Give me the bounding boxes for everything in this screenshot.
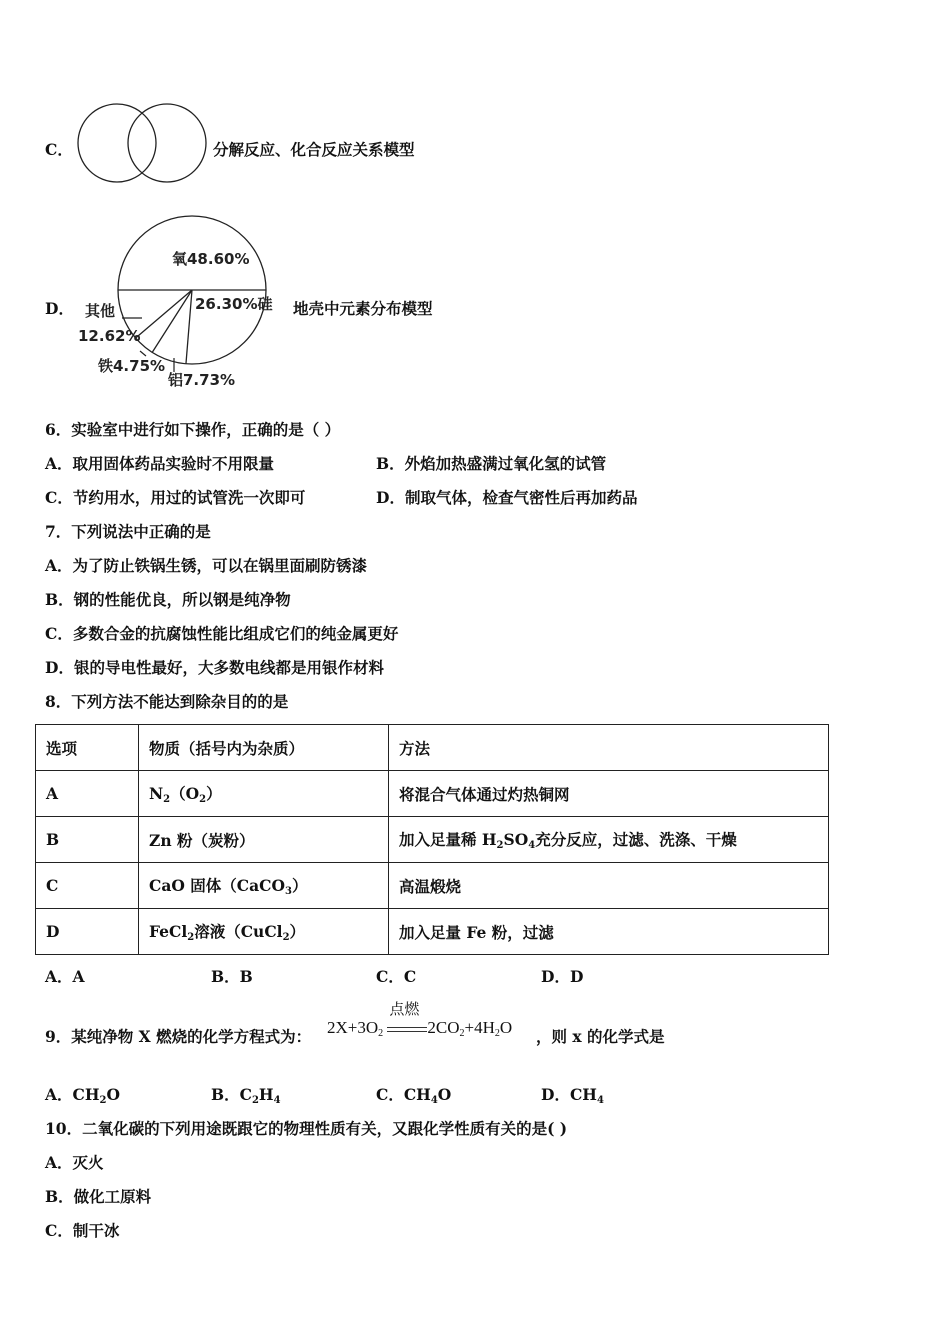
table-cell-option: B	[36, 817, 139, 863]
table-cell-method: 加入足量稀 H2SO4充分反应，过滤、洗涤、干燥	[389, 817, 829, 863]
table-cell-substance: CaO 固体（CaCO3）	[139, 863, 389, 909]
table-row	[36, 771, 829, 817]
option-c-label: C．	[45, 140, 73, 159]
q8-answer-b: B．B	[211, 967, 253, 986]
table-cell-method: 将混合气体通过灼热铜网	[389, 771, 829, 817]
q7-stem: 7．下列说法中正确的是	[45, 522, 211, 541]
pie-label-silicon: 26.30%硅	[195, 295, 273, 313]
q10-stem: 10．二氧化碳的下列用途既跟它的物理性质有关，又跟化学性质有关的是( )	[45, 1119, 568, 1138]
q9-equation: 2X+3O2 点燃 2CO2+4H2O	[327, 1000, 513, 1039]
pie-label-aluminum: 铝7.73%	[168, 371, 236, 389]
venn-diagram	[74, 102, 214, 186]
q7-option-d: D．银的导电性最好，大多数电线都是用银作材料	[45, 658, 384, 677]
q9-option-c: C．CH4O	[376, 1085, 452, 1106]
crust-element-pie-chart	[70, 208, 285, 393]
venn-right-circle	[128, 104, 206, 182]
q10-option-a: A．灭火	[45, 1153, 104, 1172]
q9-stem: 9．某纯净物 X 燃烧的化学方程式为：	[45, 1027, 312, 1046]
table-row	[36, 863, 829, 909]
table-cell-substance: FeCl2溶液（CuCl2）	[139, 909, 389, 955]
table-row	[36, 909, 829, 955]
q6-option-c: C．节约用水，用过的试管洗一次即可	[45, 488, 306, 507]
table-cell-substance: Zn 粉（炭粉）	[139, 817, 389, 863]
table-header-cell: 选项	[36, 725, 139, 771]
q10-option-c: C．制干冰	[45, 1221, 120, 1240]
table-cell-option: D	[36, 909, 139, 955]
q7-option-b: B．钢的性能优良，所以钢是纯净物	[45, 590, 291, 609]
pie-divider-0	[186, 290, 192, 364]
pie-divider-1	[152, 290, 192, 352]
table-header-row	[36, 725, 829, 771]
q9-option-b: B．C2H4	[211, 1085, 281, 1106]
table-cell-option: A	[36, 771, 139, 817]
table-row	[36, 817, 829, 863]
q8-answer-c: C．C	[376, 967, 417, 986]
q9-tail: ，则 x 的化学式是	[536, 1027, 665, 1046]
venn-left-circle	[78, 104, 156, 182]
q8-answer-d: D．D	[541, 967, 584, 986]
q6-option-b: B．外焰加热盛满过氧化氢的试管	[376, 454, 607, 473]
pie-label-other: 其他	[85, 302, 116, 320]
pie-label-iron: 铁4.75%	[98, 357, 166, 375]
reaction-condition: 点燃	[389, 1000, 420, 1019]
q7-option-a: A．为了防止铁锅生锈，可以在锅里面刷防锈漆	[45, 556, 368, 575]
pie-label-other-value: 12.62%	[78, 327, 141, 345]
pie-label-oxygen: 氧48.60%	[172, 250, 250, 268]
pie-iron-leader	[140, 351, 146, 356]
q9-option-d: D．CH4	[541, 1085, 604, 1106]
table-cell-method: 加入足量 Fe 粉，过滤	[389, 909, 829, 955]
option-d-label: D．	[45, 299, 74, 318]
table-cell-option: C	[36, 863, 139, 909]
q6-stem: 6．实验室中进行如下操作，正确的是（ ）	[45, 420, 341, 439]
q6-option-d: D．制取气体，检查气密性后再加药品	[376, 488, 638, 507]
q8-table	[35, 724, 829, 955]
option-c-caption: 分解反应、化合反应关系模型	[213, 140, 415, 159]
q7-option-c: C．多数合金的抗腐蚀性能比组成它们的纯金属更好	[45, 624, 399, 643]
reaction-arrow	[387, 1000, 427, 1039]
option-d-caption: 地壳中元素分布模型	[293, 299, 433, 318]
q8-answer-a: A．A	[45, 967, 85, 986]
q6-option-a: A．取用固体药品实验时不用限量	[45, 454, 275, 473]
q10-option-b: B．做化工原料	[45, 1187, 152, 1206]
table-cell-method: 高温煅烧	[389, 863, 829, 909]
q9-option-a: A．CH2O	[45, 1085, 120, 1106]
table-header-cell: 物质（括号内为杂质）	[139, 725, 389, 771]
table-header-cell: 方法	[389, 725, 829, 771]
pie-divider-2	[136, 290, 192, 338]
q8-stem: 8．下列方法不能达到除杂目的的是	[45, 692, 289, 711]
table-cell-substance: N2（O2）	[139, 771, 389, 817]
